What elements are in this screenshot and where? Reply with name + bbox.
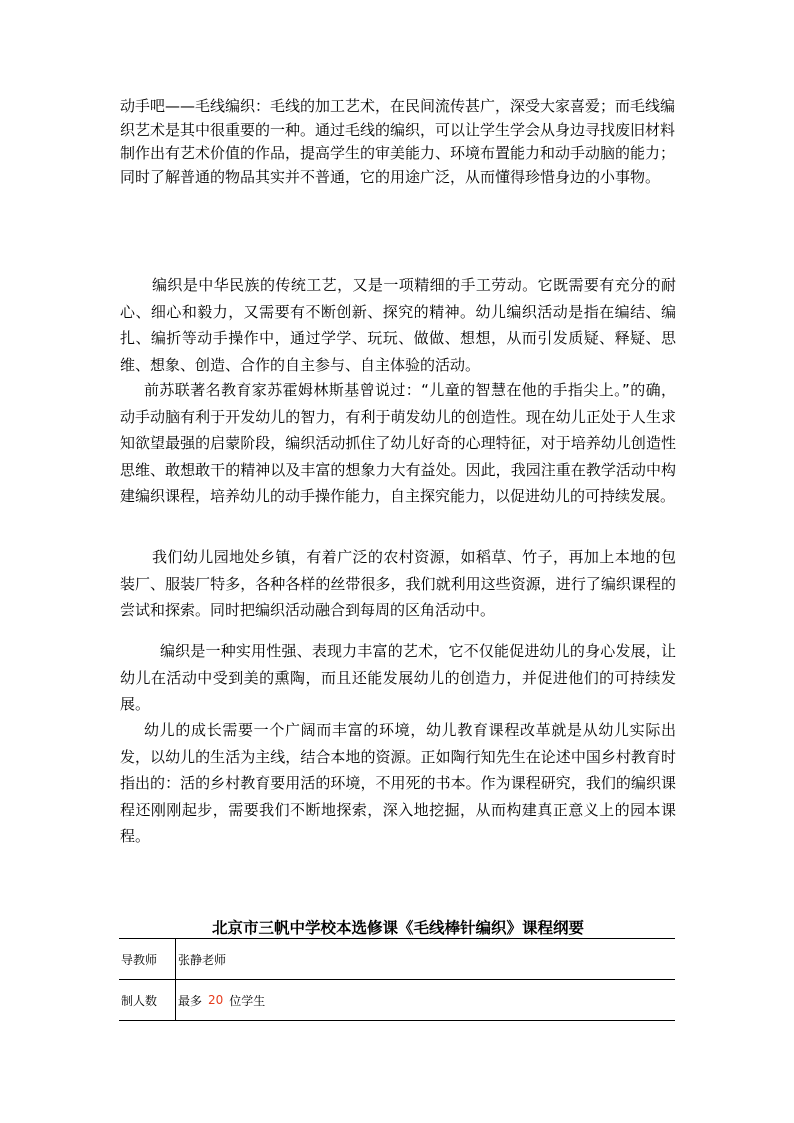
enrollment-prefix: 最多 <box>178 993 203 1008</box>
enrollment-number: 20 <box>208 993 224 1007</box>
intro-paragraph: 动手吧——毛线编织：毛线的加工艺术，在民间流传甚广，深受大家喜爱；而毛线编织艺术是其中很重要的一种。通过毛线的编织，可以让学生学会从身边寻找废旧材料制作出有艺术价值的作品，提高学生的审美能力、环境布置能力和动手动脑的能力；同时了解普通的物品其实并不普通，它的用途广泛，从而懂得珍惜身边的小事物。 <box>120 97 676 186</box>
body-paragraph-5: 幼儿的成长需要一个广阔而丰富的环境，幼儿教育课程改革就是从幼儿实际出发，以幼儿的生活为主线，结合本地的资源。正如陶行知先生在论述中国乡村教育时指出的：活的乡村教育要用活的环境，不用死的书本。作为课程研究，我们的编织课程还刚刚起步，需要我们不断地探索，深入地挖掘，从而构建真正意义上的园本课程。 <box>120 721 676 845</box>
enrollment-value <box>178 980 675 1020</box>
body-paragraph-2: 前苏联著名教育家苏霍姆林斯基曾说过：“儿童的智慧在他的手指尖上。”的确，动手动脑有利于开发幼儿的智力，有利于萌发幼儿的创造性。现在幼儿正处于人生求知欲望最强的启蒙阶段，编织活动抓住了幼儿好奇的心理特征，对于培养幼儿创造性思维、敢想敢干的精神以及丰富的想象力大有益处。因此，我园注重在教学活动中构建编织课程，培养幼儿的动手操作能力，自主探究能力，以促进幼儿的可持续发展。 <box>120 381 676 505</box>
row-label: 制人数 <box>119 980 176 1020</box>
row-label: 导教师 <box>119 939 176 979</box>
course-outline-table <box>119 938 675 1021</box>
body-paragraph-1: 编织是中华民族的传统工艺，又是一项精细的手工劳动。它既需要有充分的耐心、细心和毅力，又需要有不断创新、探究的精神。幼儿编织活动是指在编结、编扎、编折等动手操作中，通过学学、玩玩、做做、想想，从而引发质疑、释疑、思维、想象、创造、合作的自主参与、自主体验的活动。 <box>120 276 676 374</box>
body-paragraph-4: 编织是一种实用性强、表现力丰富的艺术，它不仅能促进幼儿的身心发展，让幼儿在活动中受到美的熏陶，而且还能发展幼儿的创造力，并促进他们的可持续发展。 <box>120 642 676 713</box>
course-outline-title: 北京市三帆中学校本选修课《毛线棒针编织》课程纲要 <box>211 918 584 937</box>
table-row <box>119 979 675 1021</box>
table-row <box>119 938 675 979</box>
enrollment-suffix: 位学生 <box>229 993 266 1008</box>
teacher-value: 张静老师 <box>178 952 227 967</box>
body-paragraph-3: 我们幼儿园地处乡镇，有着广泛的农村资源，如稻草、竹子，再加上本地的包装厂、服装厂特多，各种各样的丝带很多，我们就利用这些资源，进行了编织课程的尝试和探索。同时把编织活动融合到每周的区角活动中。 <box>120 548 676 619</box>
